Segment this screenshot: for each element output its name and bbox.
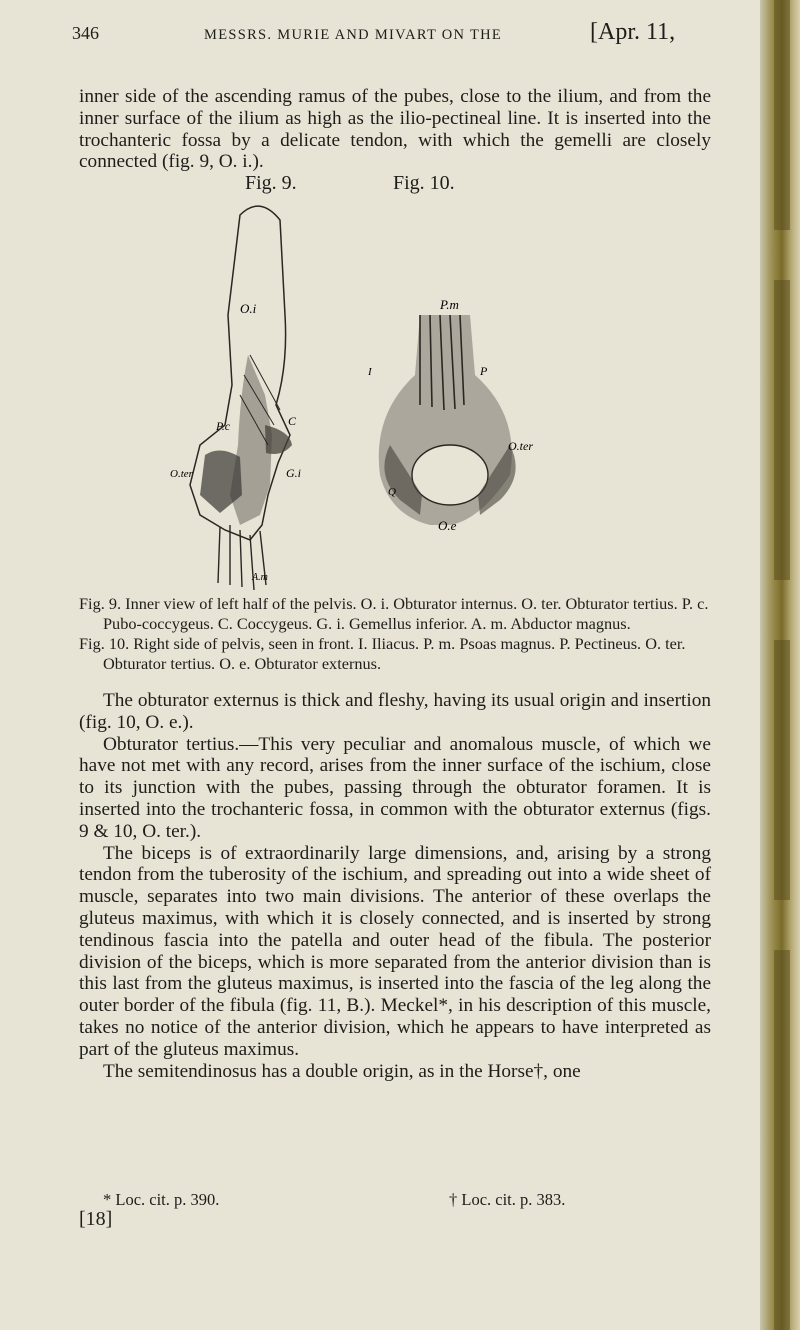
paragraph-semitendinosus: The semitendinosus has a double origin, as in the Horse†, one [103, 1060, 581, 1082]
fig10-label-q: Q [388, 486, 396, 498]
figure-captions [79, 594, 711, 674]
fig10-caption: Fig. 10. Right side of pelvis, seen in front. I. Iliacus. P. m. Psoas magnus. P. Pectineus. O. ter. Obturator tertius. O. e. Obturator externus. [79, 634, 686, 673]
footnote-1: * Loc. cit. p. 390. [103, 1190, 220, 1209]
paragraph-biceps: The biceps is of extraordinarily large dimensions, and, arising by a strong tendon from the tuberosity of the ischium, and spreading out into a wide sheet of muscle, separates into two main divisions. The anterior of these overlaps the gluteus maximus, with which it is closely connected, and is inserted by strong tendinous fascia into the patella and outer head of the fibula. The posterior division of the biceps, which is more separated from the anterior division than is this last from the gluteus maximus, is inserted into the fascia of the leg along the outer border of the fibula (fig. 11, B.). Meckel*, in his description of this muscle, takes no notice of the anterior division, which he appears to have interpreted as part of the gluteus maximus. [79, 842, 711, 1060]
page-edge [760, 0, 800, 1330]
body-text [79, 690, 711, 1082]
fig10-label-oe: O.e [438, 518, 457, 533]
running-title: MESSRS. MURIE AND MIVART ON THE [204, 27, 503, 43]
paragraph-obturator-tertius: Obturator tertius.—This very peculiar and anomalous muscle, of which we have not met with any record, arises from the inner surface of the ischium, close to its junction with the pubes, passing through the obturator foramen. It is inserted into the trochanteric fossa, in common with the obturator externus (figs. 9 & 10, O. ter.). [79, 733, 711, 842]
fig9-label-pc: P.c [216, 419, 231, 433]
page-header [72, 17, 692, 51]
fig10-title: Fig. 10. [393, 172, 455, 194]
fig10-label-oter: O.ter [508, 439, 533, 453]
fig9-label-oi: O.i [240, 301, 257, 316]
footnote-2: † Loc. cit. p. 383. [449, 1190, 566, 1209]
fig10-illustration [360, 295, 540, 545]
fig9-label-c: C [288, 414, 297, 428]
fig10-label-i: I [368, 366, 372, 378]
fig10-label-p: P [480, 364, 488, 378]
intro-paragraph [79, 86, 711, 173]
fig9-caption: Fig. 9. Inner view of left half of the pelvis. O. i. Obturator internus. O. ter. Obturator tertius. P. c. Pubo-coccygeus. C. Coccygeus. G. i. Gemellus inferior. A. m. Abductor magnus. [79, 594, 709, 633]
fig10-label-pm: P.m [440, 297, 459, 312]
fig9-label-oter: O.ter [170, 468, 193, 480]
paragraph-obturator-externus: The obturator externus is thick and fleshy, having its usual origin and insertion (fig. 10, O. e.). [79, 690, 711, 733]
header-date: [Apr. 11, [590, 19, 676, 45]
page-number: 346 [72, 23, 99, 43]
fig9-label-am: A.m [252, 572, 268, 583]
intro-text: inner side of the ascending ramus of the pubes, close to the ilium, and from the inner surface of the ilium as high as the ilio-pectineal line. It is inserted into the trochanteric fossa by a delicate tendon, with which the gemelli are closely connected (fig. 9, O. i.). [79, 86, 711, 173]
fig9-illustration [170, 195, 330, 595]
signature-mark: [18] [79, 1208, 113, 1230]
fig9-title: Fig. 9. [245, 172, 297, 194]
fig9-label-gi: G.i [286, 466, 301, 480]
